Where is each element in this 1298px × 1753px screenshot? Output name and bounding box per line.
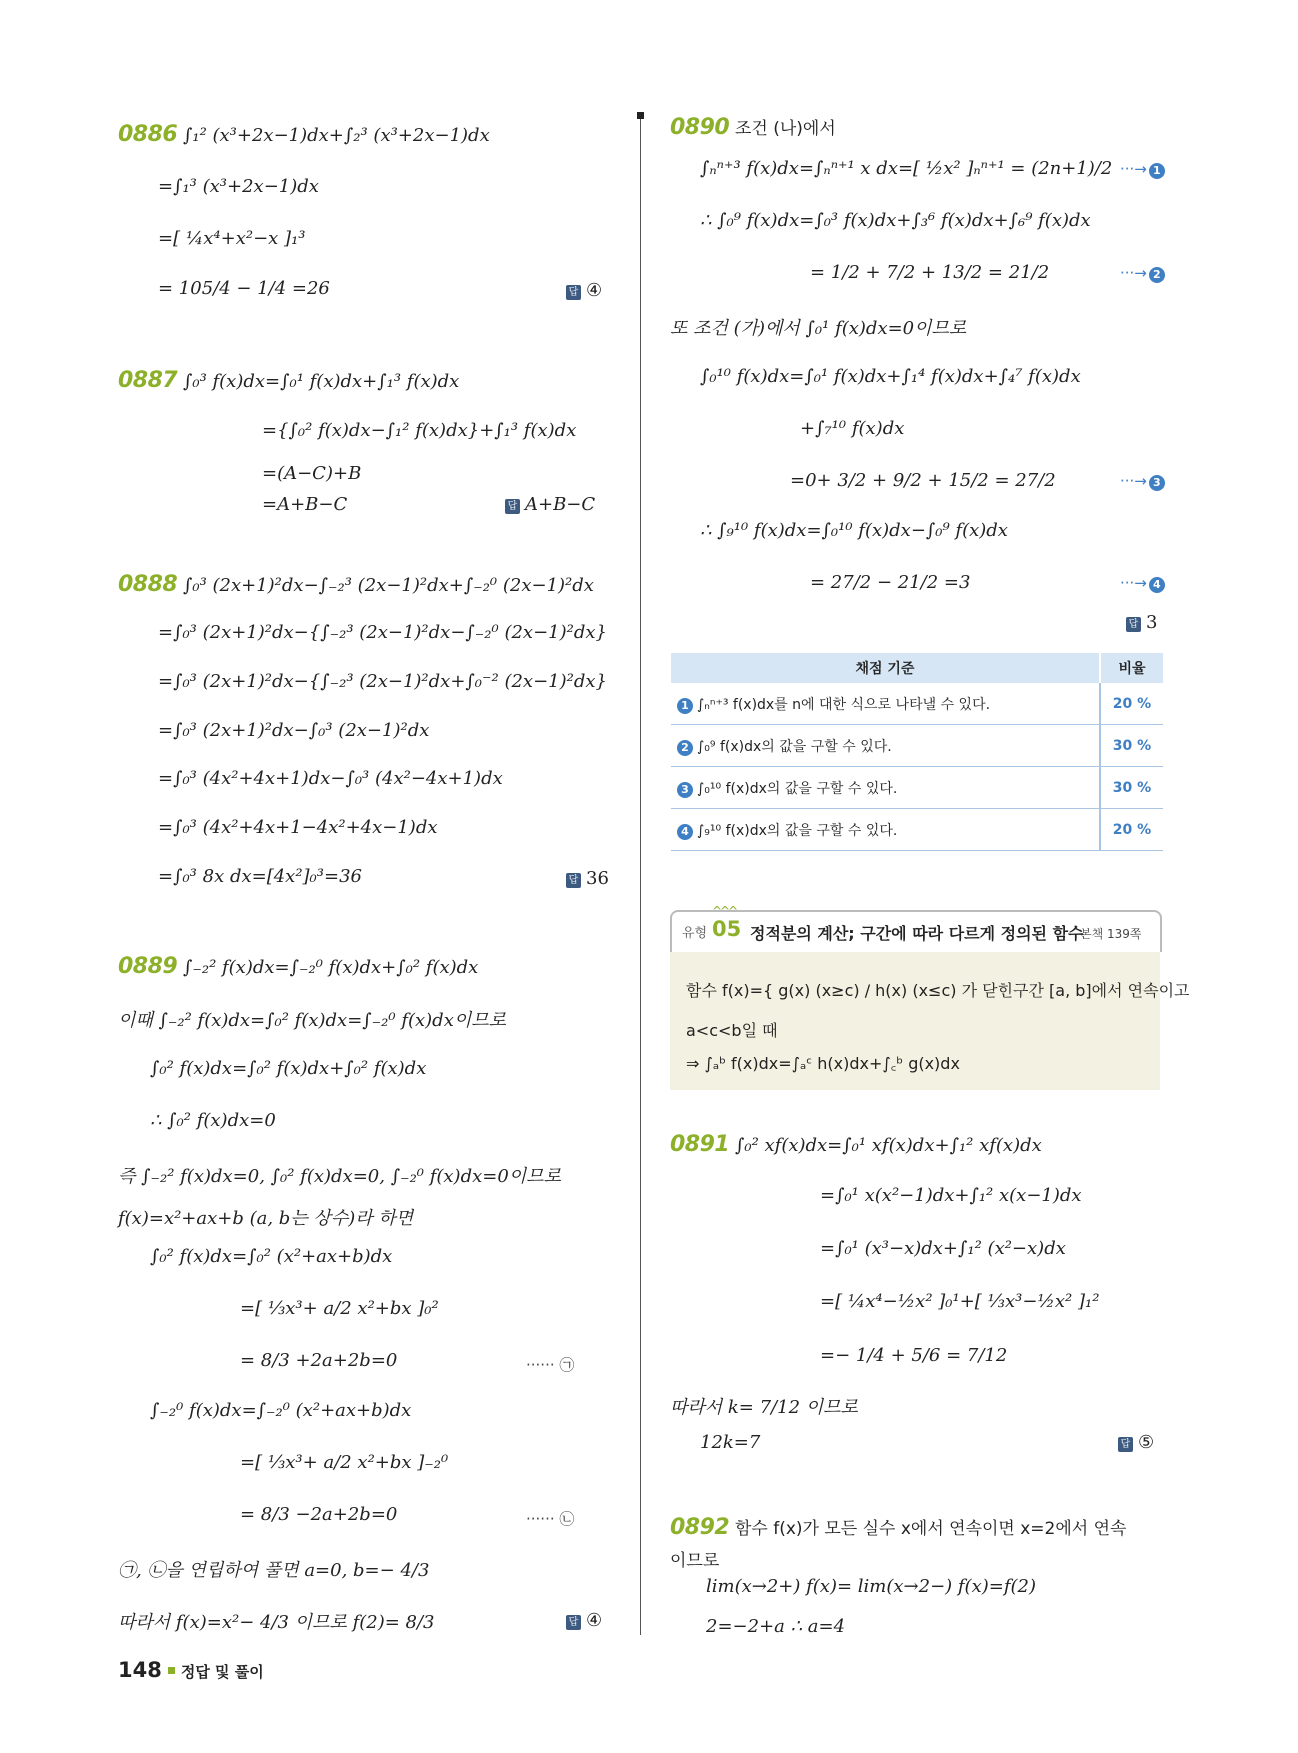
solution-line: =∫₁³ (x³+2x−1)dx <box>158 176 319 197</box>
solution-line: ∫₋₂² f(x)dx=∫₋₂⁰ f(x)dx+∫₀² f(x)dx <box>182 957 479 978</box>
solution-line: ∫₁² (x³+2x−1)dx+∫₂³ (x³+2x−1)dx <box>182 125 490 146</box>
solution-line: = 105/4 − 1/4 =26 <box>158 278 330 299</box>
type-ref: 본책 139쪽 <box>1080 927 1142 941</box>
table-row <box>671 683 1163 725</box>
equation-label: ······ ㉠ <box>526 1356 575 1374</box>
solution-line: = 1/2 + 7/2 + 13/2 = 21/2 <box>810 262 1050 283</box>
header-rate: 비율 <box>1100 653 1163 683</box>
criteria-text: ∫₉¹⁰ f(x)dx의 값을 구할 수 있다. <box>697 822 898 839</box>
solution-line: lim(x→2+) f(x)= lim(x→2−) f(x)=f(2) <box>706 1576 1036 1597</box>
column-divider <box>640 115 641 1635</box>
table-header-row <box>671 653 1163 683</box>
type-number: 05 <box>712 917 742 941</box>
solution-line: =0+ 3/2 + 9/2 + 15/2 = 27/2 <box>790 470 1056 491</box>
rate-cell: 20 % <box>1100 683 1163 725</box>
answer-icon: 답 <box>1118 1437 1133 1452</box>
solution-line: =− 1/4 + 5/6 = 7/12 <box>820 1345 1008 1366</box>
step-number: 2 <box>677 740 693 756</box>
solution-line: ∴ ∫₉¹⁰ f(x)dx=∫₀¹⁰ f(x)dx−∫₀⁹ f(x)dx <box>700 520 1008 541</box>
solution-line: ∫ₙⁿ⁺³ f(x)dx=∫ₙⁿ⁺¹ x dx=[ ½x² ]ₙⁿ⁺¹ = (2n+1)/2 <box>700 158 1113 179</box>
solution-line: =∫₀¹ x(x²−1)dx+∫₁² x(x−1)dx <box>820 1185 1082 1206</box>
solution-line: =∫₀¹ (x³−x)dx+∫₁² (x²−x)dx <box>820 1238 1066 1259</box>
solution-line: =[ ⅓x³+ a/2 x²+bx ]₋₂⁰ <box>240 1452 449 1473</box>
problem-number: 0892 <box>670 1515 730 1540</box>
page-number: 148 <box>118 1658 162 1682</box>
solution-line: 따라서 f(x)=x²− 4/3 이므로 f(2)= 8/3 <box>118 1612 435 1633</box>
type-line: a<c<b일 때 <box>686 1021 778 1040</box>
solution-line: ∫₀³ f(x)dx=∫₀¹ f(x)dx+∫₁³ f(x)dx <box>182 371 460 392</box>
answer: 답 ④ <box>566 280 602 301</box>
table-row <box>671 809 1163 851</box>
step-number: 4 <box>677 824 693 840</box>
page-footer <box>118 1658 264 1682</box>
step-marker: ···→ 3 <box>1120 472 1165 491</box>
problem-number: 0890 <box>670 115 730 140</box>
zigzag-icon: ^^^ <box>712 904 737 918</box>
answer-icon: 답 <box>566 873 581 888</box>
answer: 답 36 <box>566 868 609 889</box>
answer-icon: 답 <box>566 285 581 300</box>
step-marker: ···→ 2 <box>1120 264 1165 283</box>
type-box <box>670 904 1190 1090</box>
solution-line: 따라서 k= 7/12 이므로 <box>670 1397 858 1418</box>
solution-line: 또 조건 (가)에서 ∫₀¹ f(x)dx=0이므로 <box>670 318 967 339</box>
solution-line: =∫₀³ (4x²+4x+1)dx−∫₀³ (4x²−4x+1)dx <box>158 768 503 789</box>
solution-line: ∫₀² xf(x)dx=∫₀¹ xf(x)dx+∫₁² xf(x)dx <box>734 1135 1042 1156</box>
solution-line: = 8/3 +2a+2b=0 <box>240 1350 398 1371</box>
solution-line: =A+B−C <box>262 494 348 515</box>
answer: 답 ④ <box>566 1610 602 1631</box>
table-row <box>671 767 1163 809</box>
solution-line: =∫₀³ (2x+1)²dx−{∫₋₂³ (2x−1)²dx−∫₋₂⁰ (2x−1)²dx} <box>158 622 607 643</box>
solution-line: =∫₀³ (4x²+4x+1−4x²+4x−1)dx <box>158 817 438 838</box>
solution-line: ={∫₀² f(x)dx−∫₁² f(x)dx}+∫₁³ f(x)dx <box>262 420 577 441</box>
solution-line: ∫₀² f(x)dx=∫₀² (x²+ax+b)dx <box>150 1246 393 1267</box>
table-row <box>671 725 1163 767</box>
problem-number: 0889 <box>118 954 178 979</box>
solution-line: =∫₀³ (2x+1)²dx−{∫₋₂³ (2x−1)²dx+∫₀⁻² (2x−1)²dx} <box>158 671 607 692</box>
step-number: 1 <box>677 698 693 714</box>
type-line: ⇒ ∫ₐᵇ f(x)dx=∫ₐᶜ h(x)dx+∫꜀ᵇ g(x)dx <box>686 1054 960 1073</box>
step-marker: ···→ 4 <box>1120 574 1165 593</box>
solution-line: ∴ ∫₀² f(x)dx=0 <box>150 1110 276 1131</box>
criteria-text: ∫₀¹⁰ f(x)dx의 값을 구할 수 있다. <box>697 780 898 797</box>
answer-icon: 답 <box>566 1615 581 1630</box>
step-number: 3 <box>677 782 693 798</box>
divider-dot <box>637 112 644 119</box>
solution-line: ∫₀¹⁰ f(x)dx=∫₀¹ f(x)dx+∫₁⁴ f(x)dx+∫₄⁷ f(x)dx <box>700 366 1081 387</box>
solution-line: ∫₋₂⁰ f(x)dx=∫₋₂⁰ (x²+ax+b)dx <box>150 1400 412 1421</box>
equation-label: ······ ㉡ <box>526 1510 575 1528</box>
solution-line: = 8/3 −2a+2b=0 <box>240 1504 398 1525</box>
rate-cell: 30 % <box>1100 725 1163 767</box>
solution-line: 함수 f(x)가 모든 실수 x에서 연속이면 x=2에서 연속 <box>734 1519 1127 1539</box>
rate-cell: 20 % <box>1100 809 1163 851</box>
grading-table <box>671 653 1163 851</box>
solution-line: =∫₀³ 8x dx=[4x²]₀³=36 <box>158 866 362 887</box>
problem-number: 0888 <box>118 572 178 597</box>
answer: 답 3 <box>1126 612 1157 633</box>
solution-line: f(x)=x²+ax+b (a, b는 상수)라 하면 <box>118 1208 414 1229</box>
condition-text: 조건 (나)에서 <box>734 119 836 139</box>
criteria-text: ∫ₙⁿ⁺³ f(x)dx를 n에 대한 식으로 나타낼 수 있다. <box>697 696 991 713</box>
solution-line: 2=−2+a ∴ a=4 <box>706 1616 846 1637</box>
solution-line: 이므로 <box>670 1551 720 1571</box>
problem-number: 0891 <box>670 1132 730 1157</box>
solution-line: =∫₀³ (2x+1)²dx−∫₀³ (2x−1)²dx <box>158 720 430 741</box>
solution-line: 12k=7 <box>700 1432 761 1453</box>
answer-icon: 답 <box>1126 617 1141 632</box>
type-label: 유형 <box>682 926 708 941</box>
header-criteria: 채점 기준 <box>671 653 1100 683</box>
section-name: 정답 및 풀이 <box>180 1663 264 1681</box>
solution-line: ∴ ∫₀⁹ f(x)dx=∫₀³ f(x)dx+∫₃⁶ f(x)dx+∫₆⁹ f(x)dx <box>700 210 1091 231</box>
solution-line: +∫₇¹⁰ f(x)dx <box>800 418 905 439</box>
type-body <box>670 952 1190 1090</box>
problem-number: 0887 <box>118 368 178 393</box>
step-marker: ···→ 1 <box>1120 160 1165 179</box>
solution-line: ∫₀² f(x)dx=∫₀² f(x)dx+∫₀² f(x)dx <box>150 1058 427 1079</box>
answer-icon: 답 <box>505 499 520 514</box>
solution-line: ㉠, ㉡을 연립하여 풀면 a=0, b=− 4/3 <box>118 1560 430 1581</box>
solution-line: ∫₀³ (2x+1)²dx−∫₋₂³ (2x−1)²dx+∫₋₂⁰ (2x−1)²dx <box>182 575 594 596</box>
rate-cell: 30 % <box>1100 767 1163 809</box>
solution-line: =[ ¼x⁴+x²−x ]₁³ <box>158 228 306 249</box>
answer: 답 A+B−C <box>505 494 595 515</box>
type-header <box>670 904 1162 952</box>
solution-line: =(A−C)+B <box>262 463 362 484</box>
type-line: 함수 f(x)={ g(x) (x≥c) / h(x) (x≤c) 가 닫힌구간 [a, b]에서 연속이고 <box>686 981 1190 1000</box>
solution-line: =[ ⅓x³+ a/2 x²+bx ]₀² <box>240 1298 439 1319</box>
type-title: 정적분의 계산; 구간에 따라 다르게 정의된 함수 <box>750 924 1084 943</box>
problem-number: 0886 <box>118 122 178 147</box>
solution-line: 이때 ∫₋₂² f(x)dx=∫₀² f(x)dx=∫₋₂⁰ f(x)dx이므로 <box>118 1010 507 1031</box>
solution-line: = 27/2 − 21/2 =3 <box>810 572 971 593</box>
answer: 답 ⑤ <box>1118 1432 1154 1453</box>
square-bullet-icon <box>168 1667 175 1674</box>
solution-line: 즉 ∫₋₂² f(x)dx=0, ∫₀² f(x)dx=0, ∫₋₂⁰ f(x)dx=0이므로 <box>118 1166 561 1187</box>
solution-line: =[ ¼x⁴−½x² ]₀¹+[ ⅓x³−½x² ]₁² <box>820 1291 1100 1312</box>
criteria-text: ∫₀⁹ f(x)dx의 값을 구할 수 있다. <box>697 738 892 755</box>
